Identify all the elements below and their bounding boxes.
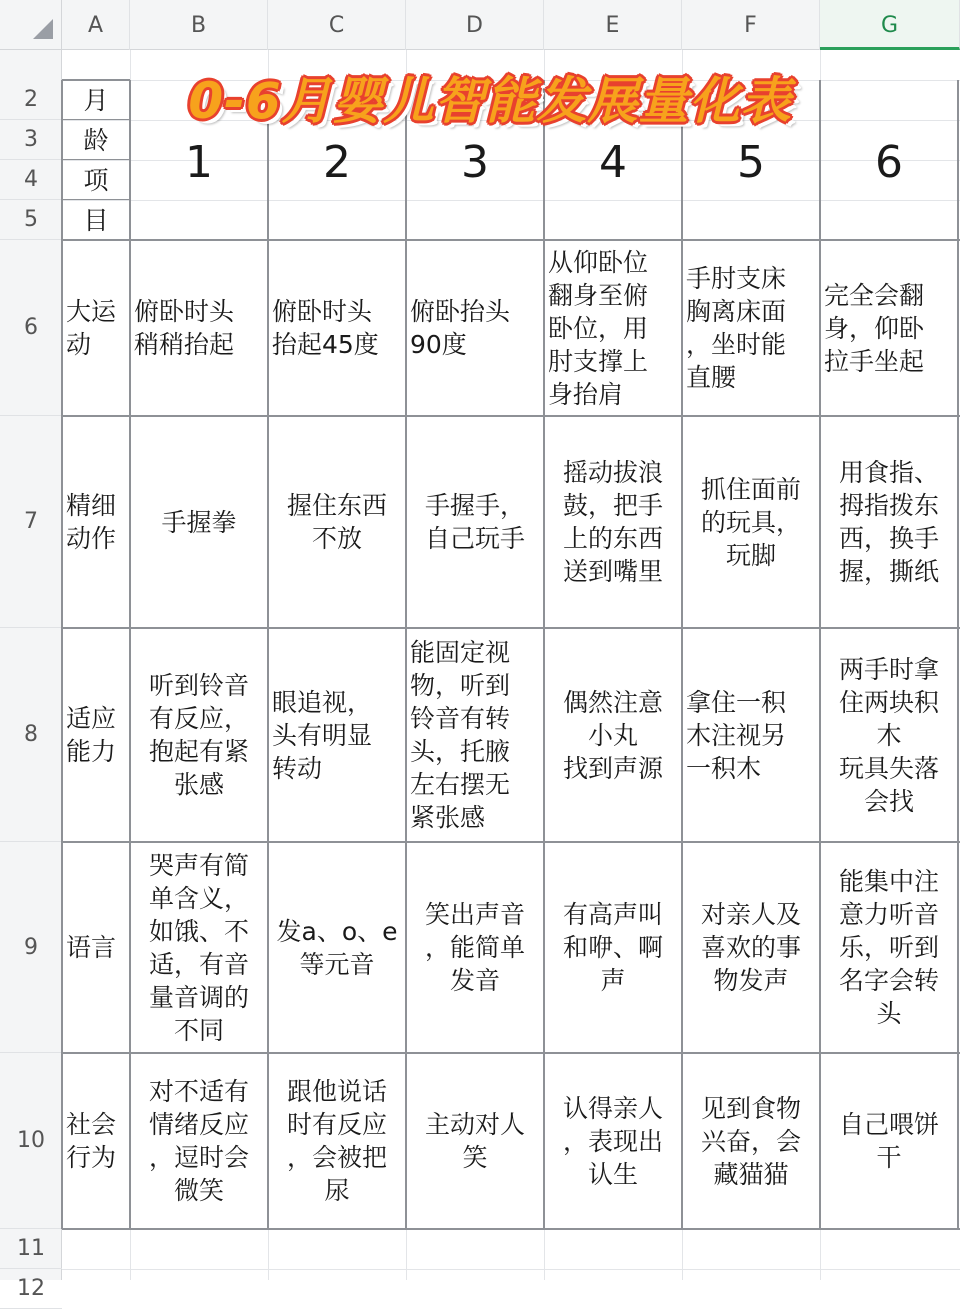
row-header-3[interactable]: 3 [0,120,62,160]
row-header-9[interactable]: 9 [0,842,62,1053]
milestone-text: 两手时拿 住两块积 木 玩具失落 会找 [838,654,939,816]
milestone-text: 手握手， 自己玩手 [424,491,525,553]
milestone-text: 用食指、 拇指拨东 西，换手 握，撕纸 [838,458,939,586]
milestone-text: 俯卧时头 稍稍抬起 [134,297,235,359]
milestone-cell[interactable] [544,842,682,1053]
milestone-text: 手肘支床 胸离床面 ，坐时能 直腰 [686,264,787,392]
table-border-v [129,80,131,1229]
milestone-text: 听到铃音 有反应， 抱起有紧 张感 [148,671,249,799]
milestone-text: 对不适有 情绪反应 ，逗时会 微笑 [148,1077,249,1205]
category-label: 大运 动 [66,297,117,359]
milestone-cell[interactable] [544,240,682,416]
table-border-h [62,841,960,843]
header-cell-month[interactable]: 月 [83,85,109,115]
milestone-cell[interactable] [268,240,406,416]
table-border-h [62,79,130,81]
milestone-text: 俯卧抬头 90度 [410,297,511,359]
milestone-cell[interactable] [130,416,268,628]
table-border-h [62,239,960,241]
row-header-11[interactable]: 11 [0,1229,62,1269]
table-border-h [62,199,130,200]
milestone-cell[interactable] [820,842,958,1053]
column-header-e[interactable]: E [544,0,682,50]
month-header-1[interactable]: 1 [185,136,213,188]
milestone-cell[interactable] [682,416,820,628]
milestone-text: 主动对人 笑 [424,1110,525,1172]
gridline-h [62,1269,960,1270]
milestone-cell[interactable] [268,842,406,1053]
row-header-12[interactable]: 12 [0,1269,62,1309]
category-label: 精细 动作 [66,491,117,553]
table-border-h [62,415,960,417]
table-border-h [62,159,130,160]
table-border-h [62,1052,960,1054]
header-cell-age[interactable]: 龄 [83,125,109,155]
milestone-text: 自己喂饼 干 [838,1110,939,1172]
table-border-v [957,80,959,1229]
row-header-10[interactable]: 10 [0,1053,62,1229]
milestone-cell[interactable] [820,1053,958,1229]
milestone-text: 发a、o、e 等元音 [276,916,398,979]
table-border-v [267,80,269,1229]
row-header-bar [0,50,62,1301]
row-header-7[interactable]: 7 [0,416,62,628]
milestone-text: 手握拳 [161,507,237,537]
milestone-text: 完全会翻 身，仰卧 拉手坐起 [824,280,925,376]
row-header-2[interactable]: 2 [0,80,62,120]
milestone-cell[interactable] [682,1053,820,1229]
milestone-cell[interactable] [406,1053,544,1229]
column-header-g[interactable]: G [820,0,960,50]
select-all-icon [33,19,53,39]
milestone-text: 能固定视 物，听到 铃音有转 头，托腋 左右摆无 紧张感 [410,638,511,832]
milestone-cell[interactable] [682,842,820,1053]
milestone-cell[interactable] [268,416,406,628]
milestone-cell[interactable] [820,628,958,842]
column-header-c[interactable]: C [268,0,406,50]
milestone-text: 能集中注 意力听音 乐，听到 名字会转 头 [838,867,939,1028]
row-header-6[interactable]: 6 [0,240,62,416]
month-header-3[interactable]: 3 [461,136,489,188]
table-border-h [62,1228,960,1230]
column-header-b[interactable]: B [130,0,268,50]
month-header-2[interactable]: 2 [323,136,351,188]
milestone-cell[interactable] [406,628,544,842]
milestone-text: 有高声叫 和咿、啊 声 [562,900,663,995]
milestone-cell[interactable] [406,416,544,628]
column-header-a[interactable]: A [62,0,130,50]
month-header-6[interactable]: 6 [875,136,903,188]
table-border-v [405,80,407,1229]
row-header-4[interactable]: 4 [0,160,62,200]
milestone-cell[interactable] [820,416,958,628]
column-header-d[interactable]: D [406,0,544,50]
category-label: 语言 [66,933,117,962]
milestone-text: 拿住一积 木注视另 一积木 [686,687,787,783]
select-all-corner[interactable] [0,0,62,50]
milestone-cell[interactable] [544,416,682,628]
category-cell[interactable] [62,1053,130,1229]
milestone-text: 俯卧时头 抬起45度 [272,297,379,359]
header-cell-item[interactable]: 项 [83,165,109,195]
row-header-5[interactable]: 5 [0,200,62,240]
table-border-v [543,80,545,1229]
milestone-cell[interactable] [406,240,544,416]
row-header-8[interactable]: 8 [0,628,62,842]
column-header-bar [0,0,960,50]
month-header-4[interactable]: 4 [599,136,627,188]
milestone-cell[interactable] [130,842,268,1053]
milestone-text: 哭声有简 单含义， 如饿、不 适，有音 量音调的 不同 [148,850,249,1045]
table-border-h [62,119,130,120]
milestone-text: 见到食物 兴奋，会 藏猫猫 [700,1093,801,1189]
milestone-cell[interactable] [268,1053,406,1229]
milestone-text: 偶然注意 小丸 找到声源 [562,687,663,783]
milestone-cell[interactable] [130,628,268,842]
category-cell[interactable] [62,628,130,842]
milestone-cell[interactable] [268,628,406,842]
milestone-text: 摇动拔浪 鼓，把手 上的东西 送到嘴里 [562,458,663,586]
category-cell[interactable] [62,842,130,1053]
category-label: 社会 行为 [66,1110,117,1172]
milestone-cell[interactable] [406,842,544,1053]
milestone-cell[interactable] [544,628,682,842]
milestone-text: 抓住面前 的玩具， 玩脚 [700,474,801,570]
milestone-cell[interactable] [130,240,268,416]
milestone-text: 眼追视， 头有明显 转动 [272,687,373,783]
month-header-5[interactable]: 5 [737,136,765,188]
milestone-text: 笑出声音 ，能简单 发音 [424,900,525,995]
category-cell[interactable] [62,416,130,628]
milestone-text: 认得亲人 ，表现出 认生 [562,1093,663,1189]
milestone-text: 对亲人及 喜欢的事 物发声 [700,900,801,995]
milestone-text: 握住东西 不放 [286,491,387,553]
milestone-cell[interactable] [544,1053,682,1229]
table-border-v [61,80,63,1229]
milestone-cell[interactable] [820,240,958,416]
column-header-f[interactable]: F [682,0,820,50]
table-title: 0-6月婴儿智能发展量化表 [188,72,792,130]
milestone-text: 跟他说话 时有反应 ，会被把 尿 [286,1077,387,1205]
milestone-text: 从仰卧位 翻身至俯 卧位，用 肘支撑上 身抬肩 [548,247,649,409]
category-label: 适应 能力 [66,704,117,766]
milestone-cell[interactable] [130,1053,268,1229]
table-border-v [681,80,683,1229]
table-border-v [819,80,821,1229]
table-border-h [62,627,960,629]
milestone-cell[interactable] [682,240,820,416]
header-cell-category[interactable]: 目 [83,205,109,235]
category-cell[interactable] [62,240,130,416]
milestone-cell[interactable] [682,628,820,842]
